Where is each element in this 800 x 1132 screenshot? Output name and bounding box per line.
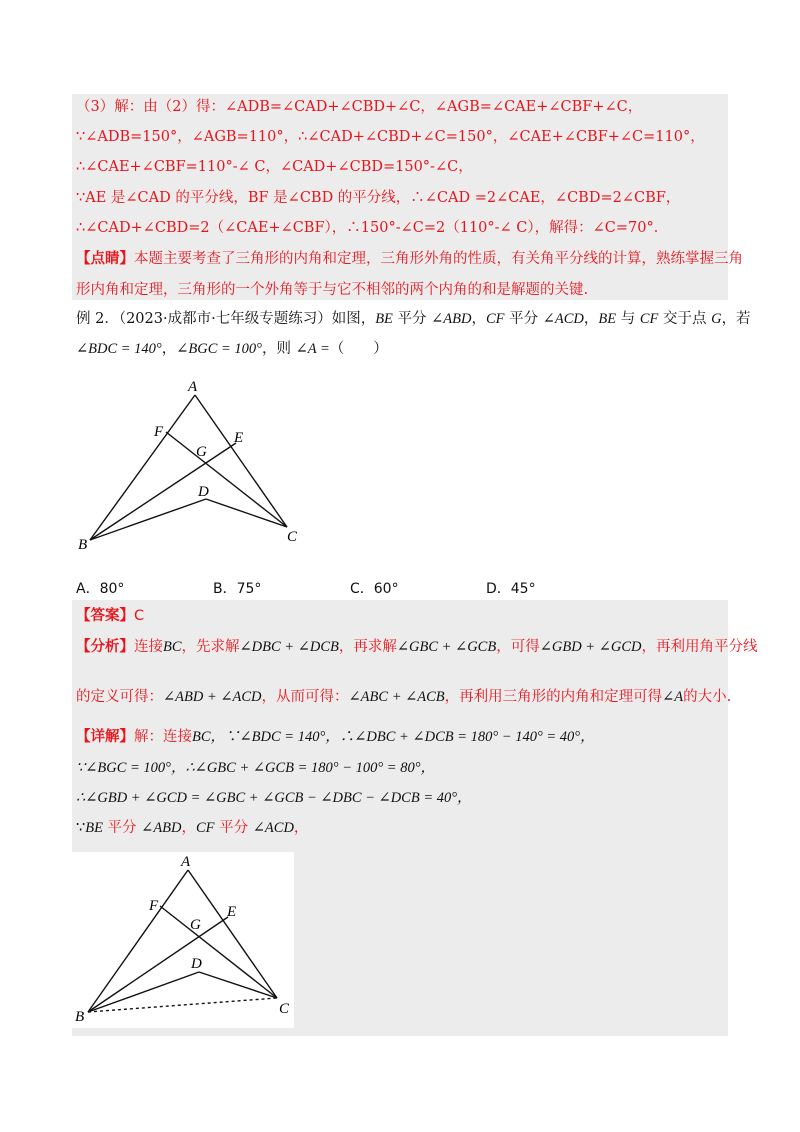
option-d: D．45° [486,581,536,597]
analysis-a1: 连接 [134,639,163,655]
example-line-1 [76,309,751,329]
example-t12: 交于点 [658,311,712,327]
option-c: C．60° [350,581,399,597]
example-acd: ∠ACD [542,311,584,327]
fig1-label-e: E [234,430,244,446]
fig1-edge-be [90,443,236,540]
fig2-label-f: F [149,898,159,914]
part3-line-2: ∵∠ADB=150°，∠AGB=110°，∴∠CAD+∠CBD+∠C=150°，∠CAE+∠CBF+∠C=110°， [76,129,705,145]
analysis-b3: ，从而可得： [261,689,349,705]
answer-tag: 【答案】 [76,608,134,624]
detail-g9: ， [293,820,309,836]
example-l2d: ，则 [261,341,296,357]
example-l2b: ， [161,341,177,357]
analysis-line-2 [76,687,731,707]
detail-d1: 解：连接 [134,729,192,745]
detail-line-3: ∴∠GBD + ∠GCD = ∠GBC + ∠GCB − ∠DBC − ∠DCB = 40°， [76,790,472,806]
example-bgc: ∠BGC = 100° [176,341,262,357]
analysis-gbc-gcb: ∠GBC + ∠GCB [396,639,497,655]
analysis-b1: 的定义可得： [76,689,163,705]
detail-be: BE [85,820,103,836]
detail-g5: ， [181,820,197,836]
answer-line [76,606,144,626]
analysis-a9: ，再利用角平分线 [641,639,758,655]
detail-g1: ∵ [76,820,86,836]
example-bdc: ∠BDC = 140° [76,341,162,357]
example-paren: （ ） [329,341,388,357]
fig1-label-g: G [196,444,207,460]
detail-tag: 【详解】 [76,729,134,745]
analysis-b5: ，再利用三角形的内角和定理可得 [444,689,663,705]
detail-line-4 [76,818,308,838]
fig2-label-a: A [181,854,191,870]
example-be-1: BE [375,311,393,327]
example-t2: 平分 [392,311,432,327]
example-cf-2: CF [639,311,659,327]
example-t4: ， [471,311,486,327]
example-be-2: BE [598,311,617,327]
fig1-label-c: C [287,529,298,545]
fig1-edge-dc [206,499,287,527]
detail-line-1 [76,727,595,747]
comment-tag: 【点睛】 [76,251,134,267]
example-g: G [711,311,722,327]
example-line-2 [76,339,388,359]
example-t8: ， [583,311,599,327]
detail-bc: BC [192,729,211,745]
analysis-a7: ，可得 [496,639,540,655]
example-a: ∠A = [295,341,330,357]
part3-line-4: ∵AE 是∠CAD 的平分线，BF 是∠CBD 的平分线，∴∠CAD =2∠CAE，∠CBD=2∠CBF， [76,190,681,206]
example-head: 例 2．（2023·成都市·七年级专题练习）如图， [76,311,376,327]
analysis-angle-a: ∠A [662,689,684,705]
analysis-abc-acb: ∠ABC + ∠ACB [348,689,445,705]
analysis-a5: ，再求解 [338,639,397,655]
fig2-label-e: E [227,904,237,920]
fig2-label-c: C [279,1001,290,1017]
fig2-label-g: G [190,917,201,933]
detail-d3: ，∵∠BDC = 140°，∴∠DBC + ∠DCB = 180° − 140° = 40°， [210,729,595,745]
detail-g3: 平分 [102,820,142,836]
option-a: A．80° [76,581,125,597]
answer-value: C [134,608,145,624]
fig1-label-f: F [154,424,164,440]
analysis-tag: 【分析】 [76,639,134,655]
part3-line-3: ∴∠CAE+∠CBF=110°-∠ C，∠CAD+∠CBD=150°-∠C， [76,159,473,175]
analysis-abd-acd: ∠ABD + ∠ACD [163,689,262,705]
fig1-label-d: D [198,484,209,500]
analysis-line-1 [76,637,757,657]
analysis-a3: ，先求解 [181,639,240,655]
analysis-gbd-gcd: ∠GBD + ∠GCD [539,639,642,655]
detail-cf: CF [196,820,215,836]
detail-g7: 平分 [214,820,253,836]
comment-text-1: 本题主要考查了三角形的内角和定理，三角形外角的性质，有关角平分线的计算，熟练掌握三角 [134,251,743,267]
analysis-b7: 的大小. [683,689,732,705]
example-t14: ，若 [721,311,751,327]
detail-line-2: ∵∠BGC = 100°，∴∠GBC + ∠GCB = 180° − 100° = 80°， [76,760,436,776]
detail-abd: ∠ABD [141,820,182,836]
analysis-dbc-dcb: ∠DBC + ∠DCB [239,639,339,655]
comment-line-2: 形内角和定理，三角形的一个外角等于与它不相邻的两个内角的和是解题的关键. [76,282,589,298]
fig1-edge-bd [90,499,206,540]
example-t10: 与 [616,311,640,327]
example-t6: 平分 [504,311,543,327]
fig1-edge-ab [90,395,195,540]
fig1-edge-cf [166,432,287,527]
detail-acd: ∠ACD [252,820,294,836]
fig1-edge-ac [195,395,287,527]
option-b: B．75° [213,581,262,597]
part3-line-1: （3）解：由（2）得：∠ADB=∠CAD+∠CBD+∠C，∠AGB=∠CAE+∠CBF+∠C， [76,99,643,115]
fig1-label-b: B [78,537,88,553]
analysis-bc: BC [163,639,182,655]
example-abd: ∠ABD [431,311,472,327]
comment-line-1 [76,249,743,269]
fig2-label-b: B [75,1009,85,1025]
fig2-label-d: D [191,956,202,972]
figure-2-panel [72,852,294,1028]
fig1-label-a: A [188,379,198,395]
example-cf-1: CF [485,311,505,327]
part3-line-5: ∴∠CAD+∠CBD=2（∠CAE+∠CBF），∴150°-∠C=2（110°-∠ C），解得：∠C=70°． [76,220,669,236]
